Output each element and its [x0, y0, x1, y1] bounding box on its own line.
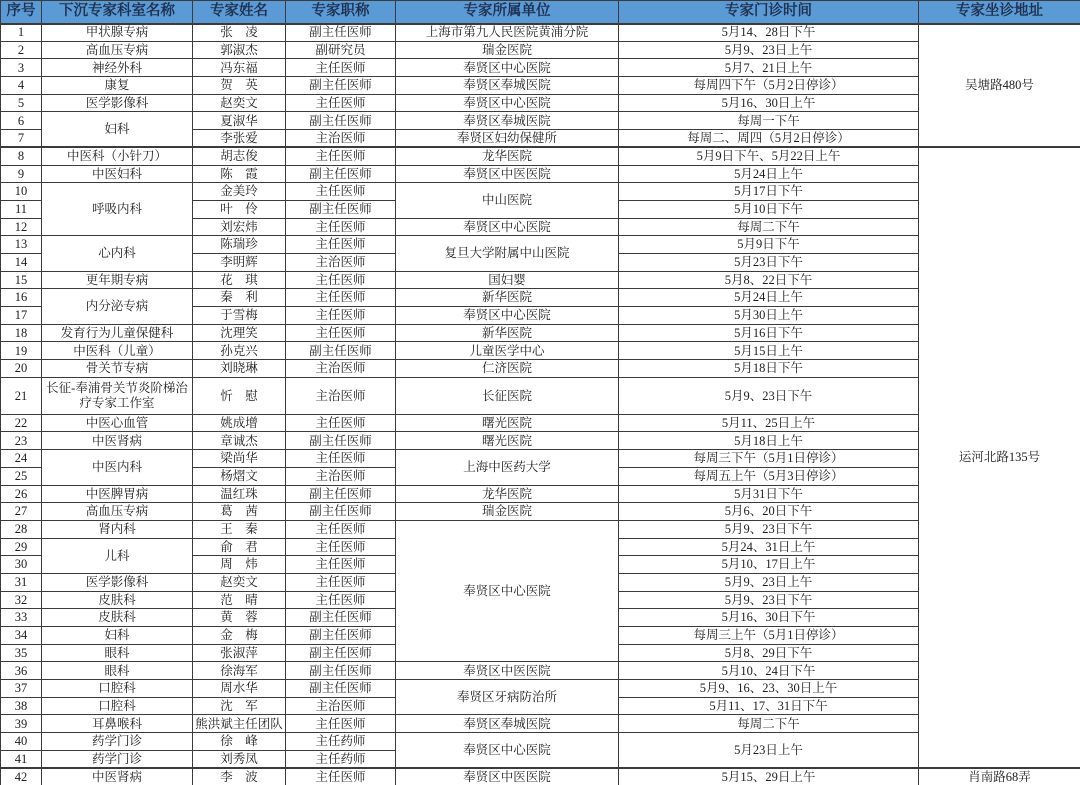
- cell-unit: 奉贤区中医医院: [396, 768, 619, 785]
- cell-title: 副主任医师: [286, 342, 396, 360]
- cell-name: 孙克兴: [193, 342, 286, 360]
- cell-time: 5月9、23日下午: [619, 591, 919, 609]
- cell-title: 主任医师: [286, 573, 396, 591]
- cell-seq: 22: [1, 414, 42, 432]
- cell-unit: 奉贤区妇幼保健所: [396, 130, 619, 148]
- cell-title: 主任医师: [286, 59, 396, 77]
- cell-name: 花 琪: [193, 271, 286, 289]
- cell-title: 主任药师: [286, 750, 396, 768]
- cell-unit: 奉贤区中医医院: [396, 662, 619, 680]
- cell-dept: 药学门诊: [42, 733, 193, 751]
- cell-time: 5月11、25日上午: [619, 414, 919, 432]
- cell-addr: 运河北路135号: [919, 147, 1080, 768]
- cell-seq: 37: [1, 680, 42, 698]
- cell-dept: 医学影像科: [42, 573, 193, 591]
- cell-title: 主任医师: [286, 94, 396, 112]
- cell-time: 5月8、22日下午: [619, 271, 919, 289]
- cell-dept: 皮肤科: [42, 591, 193, 609]
- cell-unit: 奉贤区中心医院: [396, 520, 619, 662]
- cell-name: 章诚杰: [193, 432, 286, 450]
- cell-time: 5月14、28日下午: [619, 24, 919, 42]
- cell-dept: 中医肾病: [42, 432, 193, 450]
- cell-unit: 曙光医院: [396, 432, 619, 450]
- header-row: [1, 1, 1080, 24]
- cell-dept: 骨关节专病: [42, 360, 193, 378]
- cell-unit: 龙华医院: [396, 485, 619, 503]
- cell-title: 副主任医师: [286, 662, 396, 680]
- cell-time: 5月9、23日上午: [619, 573, 919, 591]
- col-header-unit: 专家所属单位: [396, 1, 619, 24]
- cell-title: 主任医师: [286, 236, 396, 254]
- cell-time: 5月16、30日上午: [619, 94, 919, 112]
- cell-unit: 奉贤区中医医院: [396, 165, 619, 183]
- cell-seq: 10: [1, 183, 42, 201]
- cell-name: 贺 英: [193, 77, 286, 95]
- cell-seq: 27: [1, 503, 42, 521]
- cell-title: 副主任医师: [286, 432, 396, 450]
- cell-dept: 心内科: [42, 236, 193, 271]
- cell-time: 5月16日下午: [619, 324, 919, 342]
- cell-name: 范 晴: [193, 591, 286, 609]
- cell-time: 5月15日上午: [619, 342, 919, 360]
- cell-seq: 21: [1, 377, 42, 414]
- cell-time: 5月18日下午: [619, 360, 919, 378]
- cell-unit: 仁济医院: [396, 360, 619, 378]
- cell-unit: 复旦大学附属中山医院: [396, 236, 619, 271]
- cell-unit: 上海市第九人民医院黄浦分院: [396, 24, 619, 42]
- cell-name: 温红珠: [193, 485, 286, 503]
- cell-unit: 瑞金医院: [396, 41, 619, 59]
- cell-name: 陈瑞珍: [193, 236, 286, 254]
- table-row: [1, 733, 1080, 751]
- cell-name: 杨熠文: [193, 467, 286, 485]
- cell-time: 每周三下午（5月1日停诊）: [619, 450, 919, 468]
- cell-name: 周水华: [193, 680, 286, 698]
- table-row: [1, 165, 1080, 183]
- cell-seq: 33: [1, 609, 42, 627]
- cell-seq: 23: [1, 432, 42, 450]
- cell-unit: 奉贤区中心医院: [396, 94, 619, 112]
- table-body: [1, 24, 1080, 785]
- cell-name: 沈理笑: [193, 324, 286, 342]
- cell-title: 主治医师: [286, 467, 396, 485]
- cell-title: 副主任医师: [286, 112, 396, 130]
- cell-time: 5月9日下午: [619, 236, 919, 254]
- cell-name: 姚成增: [193, 414, 286, 432]
- cell-unit: 曙光医院: [396, 414, 619, 432]
- cell-title: 副主任医师: [286, 200, 396, 218]
- table-row: [1, 715, 1080, 733]
- cell-dept: 长征-奉浦骨关节炎阶梯治疗专家工作室: [42, 377, 193, 414]
- cell-title: 主任医师: [286, 591, 396, 609]
- table-row: [1, 662, 1080, 680]
- cell-seq: 28: [1, 520, 42, 538]
- cell-time: 每周二、周四（5月2日停诊）: [619, 130, 919, 148]
- cell-name: 忻 慰: [193, 377, 286, 414]
- cell-title: 副主任医师: [286, 24, 396, 42]
- table-row: [1, 414, 1080, 432]
- cell-unit: 奉贤区牙病防治所: [396, 680, 619, 715]
- cell-time: 5月23日上午: [619, 733, 919, 768]
- cell-name: 黄 蓉: [193, 609, 286, 627]
- cell-name: 叶 伶: [193, 200, 286, 218]
- cell-dept: 中医内科: [42, 450, 193, 485]
- table-header: [1, 1, 1080, 24]
- table-row: [1, 271, 1080, 289]
- table-row: [1, 432, 1080, 450]
- cell-time: 5月11、17、31日下午: [619, 697, 919, 715]
- cell-time: 每周二下午: [619, 715, 919, 733]
- cell-title: 主任医师: [286, 414, 396, 432]
- cell-name: 徐 峰: [193, 733, 286, 751]
- cell-dept: 中医心血管: [42, 414, 193, 432]
- cell-name: 周 炜: [193, 556, 286, 574]
- cell-dept: 甲状腺专病: [42, 24, 193, 42]
- cell-title: 主任医师: [286, 271, 396, 289]
- cell-title: 主治医师: [286, 697, 396, 715]
- cell-unit: 新华医院: [396, 324, 619, 342]
- cell-seq: 15: [1, 271, 42, 289]
- cell-title: 副主任医师: [286, 503, 396, 521]
- cell-seq: 11: [1, 200, 42, 218]
- cell-time: 每周二下午: [619, 218, 919, 236]
- cell-seq: 13: [1, 236, 42, 254]
- cell-name: 李明辉: [193, 253, 286, 271]
- cell-seq: 3: [1, 59, 42, 77]
- cell-title: 副主任医师: [286, 165, 396, 183]
- col-header-dept: 下沉专家科室名称: [42, 1, 193, 24]
- cell-title: 主任医师: [286, 307, 396, 325]
- cell-seq: 5: [1, 94, 42, 112]
- cell-unit: 瑞金医院: [396, 503, 619, 521]
- cell-time: 5月30日上午: [619, 307, 919, 325]
- cell-dept: 高血压专病: [42, 503, 193, 521]
- cell-name: 郭淑杰: [193, 41, 286, 59]
- cell-name: 陈 霞: [193, 165, 286, 183]
- cell-title: 主任医师: [286, 715, 396, 733]
- cell-unit: 奉贤区中心医院: [396, 218, 619, 236]
- cell-time: 5月6、20日下午: [619, 503, 919, 521]
- cell-time: 5月24、31日上午: [619, 538, 919, 556]
- cell-unit: 国妇婴: [396, 271, 619, 289]
- cell-title: 主治医师: [286, 360, 396, 378]
- cell-time: 5月15、29日上午: [619, 768, 919, 785]
- cell-name: 冯东福: [193, 59, 286, 77]
- table-row: [1, 183, 1080, 201]
- cell-time: 5月10、24日下午: [619, 662, 919, 680]
- cell-seq: 14: [1, 253, 42, 271]
- cell-name: 刘秀凤: [193, 750, 286, 768]
- cell-dept: 中医肾病: [42, 768, 193, 785]
- cell-time: 5月9、23日上午: [619, 41, 919, 59]
- cell-unit: 中山医院: [396, 183, 619, 218]
- cell-dept: 中医脾胃病: [42, 485, 193, 503]
- cell-seq: 12: [1, 218, 42, 236]
- cell-name: 赵奕文: [193, 94, 286, 112]
- cell-name: 沈 军: [193, 697, 286, 715]
- col-header-addr: 专家坐诊地址: [919, 1, 1080, 24]
- cell-seq: 6: [1, 112, 42, 130]
- col-header-title: 专家职称: [286, 1, 396, 24]
- cell-time: 5月9、23日下午: [619, 520, 919, 538]
- cell-title: 主任医师: [286, 556, 396, 574]
- col-header-name: 专家姓名: [193, 1, 286, 24]
- cell-name: 金 梅: [193, 627, 286, 645]
- cell-title: 副主任医师: [286, 77, 396, 95]
- cell-time: 5月24日上午: [619, 289, 919, 307]
- cell-unit: 奉贤区中心医院: [396, 307, 619, 325]
- cell-seq: 20: [1, 360, 42, 378]
- cell-name: 秦 利: [193, 289, 286, 307]
- cell-title: 副研究员: [286, 41, 396, 59]
- cell-seq: 40: [1, 733, 42, 751]
- cell-title: 主任医师: [286, 768, 396, 785]
- cell-unit: 奉贤区中心医院: [396, 59, 619, 77]
- cell-time: 5月9、16、23、30日上午: [619, 680, 919, 698]
- cell-name: 于雪梅: [193, 307, 286, 325]
- cell-seq: 32: [1, 591, 42, 609]
- table-row: [1, 768, 1080, 785]
- cell-title: 副主任医师: [286, 485, 396, 503]
- cell-seq: 19: [1, 342, 42, 360]
- cell-seq: 24: [1, 450, 42, 468]
- cell-title: 主任医师: [286, 450, 396, 468]
- cell-title: 主任医师: [286, 289, 396, 307]
- cell-dept: 内分泌专病: [42, 289, 193, 324]
- table-row: [1, 147, 1080, 165]
- cell-seq: 36: [1, 662, 42, 680]
- table-row: [1, 520, 1080, 538]
- cell-unit: 奉贤区奉城医院: [396, 77, 619, 95]
- cell-time: 5月16、30日下午: [619, 609, 919, 627]
- cell-dept: 妇科: [42, 112, 193, 147]
- cell-unit: 长征医院: [396, 377, 619, 414]
- cell-title: 副主任医师: [286, 609, 396, 627]
- cell-seq: 26: [1, 485, 42, 503]
- cell-dept: 中医科（儿童）: [42, 342, 193, 360]
- table-row: [1, 41, 1080, 59]
- cell-addr: 吴塘路480号: [919, 24, 1080, 148]
- cell-title: 主任药师: [286, 733, 396, 751]
- cell-dept: 中医科（小针刀）: [42, 147, 193, 165]
- cell-dept: 高血压专病: [42, 41, 193, 59]
- table-row: [1, 77, 1080, 95]
- cell-seq: 8: [1, 147, 42, 165]
- cell-seq: 1: [1, 24, 42, 42]
- table-row: [1, 112, 1080, 130]
- cell-time: 5月31日下午: [619, 485, 919, 503]
- table-row: [1, 324, 1080, 342]
- cell-dept: 呼吸内科: [42, 183, 193, 236]
- cell-seq: 42: [1, 768, 42, 785]
- table-row: [1, 236, 1080, 254]
- cell-time: 每周四下午（5月2日停诊）: [619, 77, 919, 95]
- cell-title: 主任医师: [286, 520, 396, 538]
- cell-seq: 4: [1, 77, 42, 95]
- cell-seq: 25: [1, 467, 42, 485]
- cell-unit: 奉贤区奉城医院: [396, 715, 619, 733]
- table-row: [1, 503, 1080, 521]
- cell-dept: 眼科: [42, 644, 193, 662]
- cell-seq: 2: [1, 41, 42, 59]
- cell-name: 张 凌: [193, 24, 286, 42]
- cell-dept: 肾内科: [42, 520, 193, 538]
- cell-name: 梁尚华: [193, 450, 286, 468]
- cell-name: 李张爱: [193, 130, 286, 148]
- cell-title: 主治医师: [286, 253, 396, 271]
- cell-unit: 奉贤区中心医院: [396, 733, 619, 768]
- col-header-seq: 序号: [1, 1, 42, 24]
- table-row: [1, 485, 1080, 503]
- cell-name: 刘宏炜: [193, 218, 286, 236]
- cell-seq: 7: [1, 130, 42, 148]
- cell-dept: 口腔科: [42, 680, 193, 698]
- table-row: [1, 342, 1080, 360]
- cell-title: 主任医师: [286, 324, 396, 342]
- cell-dept: 医学影像科: [42, 94, 193, 112]
- col-header-time: 专家门诊时间: [619, 1, 919, 24]
- cell-name: 俞 君: [193, 538, 286, 556]
- cell-title: 主任医师: [286, 218, 396, 236]
- cell-time: 5月8、29日下午: [619, 644, 919, 662]
- cell-title: 主任医师: [286, 147, 396, 165]
- cell-time: 5月10、17日上午: [619, 556, 919, 574]
- cell-name: 金美玲: [193, 183, 286, 201]
- cell-unit: 龙华医院: [396, 147, 619, 165]
- table-row: [1, 450, 1080, 468]
- cell-time: 5月10日下午: [619, 200, 919, 218]
- cell-time: 5月9日下午、5月22日上午: [619, 147, 919, 165]
- cell-name: 徐海军: [193, 662, 286, 680]
- cell-dept: 神经外科: [42, 59, 193, 77]
- cell-unit: 奉贤区奉城医院: [396, 112, 619, 130]
- cell-seq: 39: [1, 715, 42, 733]
- cell-seq: 41: [1, 750, 42, 768]
- cell-unit: 新华医院: [396, 289, 619, 307]
- cell-addr: 肖南路68弄: [919, 768, 1080, 785]
- cell-seq: 30: [1, 556, 42, 574]
- cell-seq: 34: [1, 627, 42, 645]
- cell-seq: 31: [1, 573, 42, 591]
- cell-dept: 口腔科: [42, 697, 193, 715]
- table-row: [1, 59, 1080, 77]
- cell-seq: 35: [1, 644, 42, 662]
- cell-title: 主治医师: [286, 130, 396, 148]
- table-row: [1, 24, 1080, 42]
- table-row: [1, 680, 1080, 698]
- cell-unit: 上海中医药大学: [396, 450, 619, 485]
- cell-dept: 耳鼻喉科: [42, 715, 193, 733]
- cell-name: 赵奕文: [193, 573, 286, 591]
- cell-dept: 妇科: [42, 627, 193, 645]
- cell-dept: 康复: [42, 77, 193, 95]
- cell-dept: 药学门诊: [42, 750, 193, 768]
- cell-name: 王 秦: [193, 520, 286, 538]
- cell-time: 5月23日下午: [619, 253, 919, 271]
- cell-name: 葛 茜: [193, 503, 286, 521]
- cell-time: 每周五上午（5月3日停诊）: [619, 467, 919, 485]
- cell-title: 主任医师: [286, 538, 396, 556]
- cell-title: 主任医师: [286, 183, 396, 201]
- cell-seq: 38: [1, 697, 42, 715]
- table-row: [1, 289, 1080, 307]
- cell-name: 夏淑华: [193, 112, 286, 130]
- cell-dept: 眼科: [42, 662, 193, 680]
- cell-time: 5月24日上午: [619, 165, 919, 183]
- cell-dept: 中医妇科: [42, 165, 193, 183]
- cell-name: 胡志俊: [193, 147, 286, 165]
- cell-name: 刘晓琳: [193, 360, 286, 378]
- table-row: [1, 360, 1080, 378]
- cell-time: 每周一下午: [619, 112, 919, 130]
- cell-seq: 17: [1, 307, 42, 325]
- cell-name: 张淑萍: [193, 644, 286, 662]
- cell-time: 5月17日下午: [619, 183, 919, 201]
- cell-time: 每周三上午（5月1日停诊）: [619, 627, 919, 645]
- cell-time: 5月18日上午: [619, 432, 919, 450]
- cell-seq: 9: [1, 165, 42, 183]
- table-row: [1, 94, 1080, 112]
- cell-dept: 更年期专病: [42, 271, 193, 289]
- cell-time: 5月7、21日上午: [619, 59, 919, 77]
- cell-title: 主治医师: [286, 377, 396, 414]
- cell-dept: 皮肤科: [42, 609, 193, 627]
- cell-title: 副主任医师: [286, 680, 396, 698]
- cell-unit: 儿童医学中心: [396, 342, 619, 360]
- cell-seq: 29: [1, 538, 42, 556]
- cell-time: 5月9、23日下午: [619, 377, 919, 414]
- cell-dept: 发育行为儿童保健科: [42, 324, 193, 342]
- cell-name: 熊洪斌主任团队: [193, 715, 286, 733]
- cell-seq: 16: [1, 289, 42, 307]
- table-row: [1, 377, 1080, 414]
- cell-seq: 18: [1, 324, 42, 342]
- cell-name: 李 波: [193, 768, 286, 785]
- cell-dept: 儿科: [42, 538, 193, 573]
- cell-title: 副主任医师: [286, 644, 396, 662]
- cell-title: 副主任医师: [286, 627, 396, 645]
